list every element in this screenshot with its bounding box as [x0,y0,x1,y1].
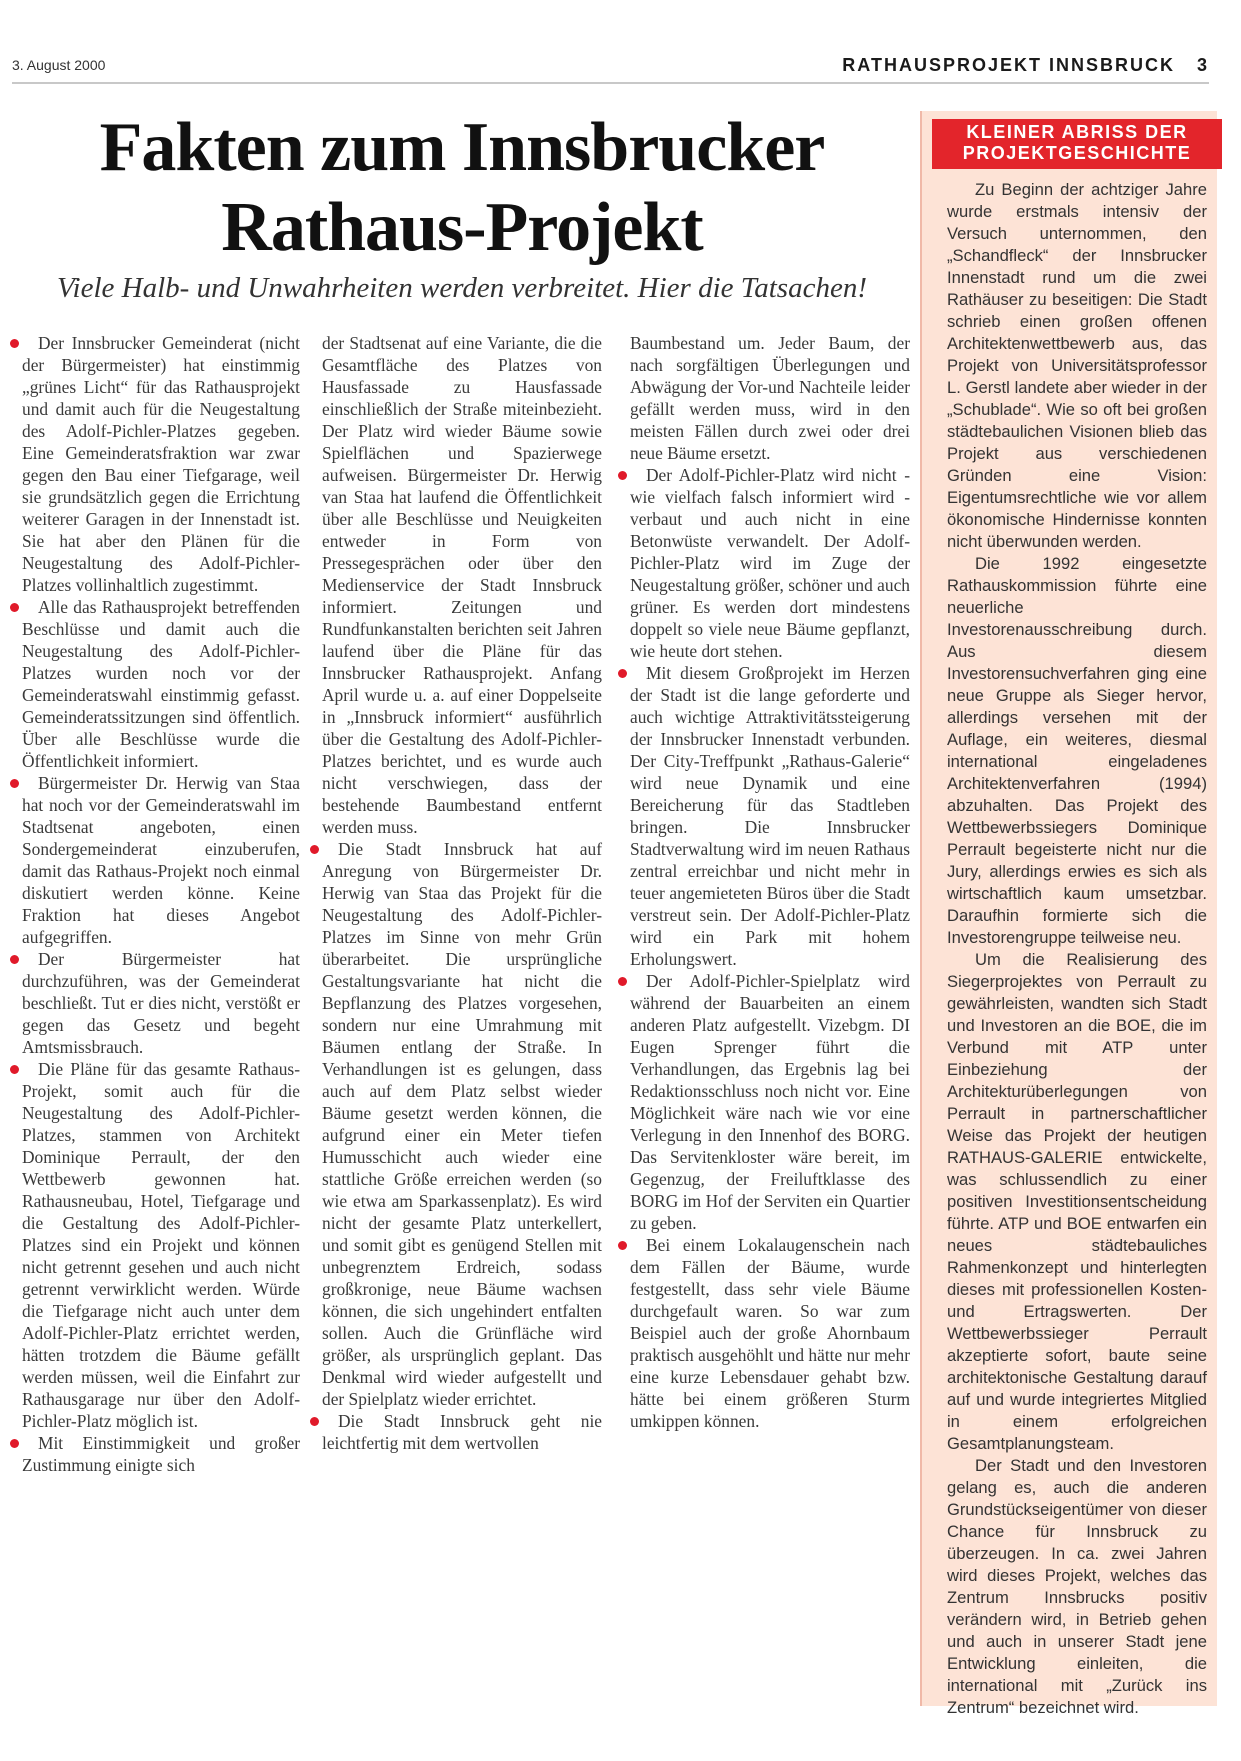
headline-line-2: Rathaus-Projekt [221,189,703,266]
bullet-paragraph: Der Innsbrucker Gemeinderat (nicht der Bürgermeister) hat einstimmig „grünes Licht“ für das Rathausprojekt und damit auch für die Neugestaltung des Adolf-Pichler-Platzes gegeben. Eine Gemeinderatsfraktion war zwar gegen den Bau einer Tiefgarage, weil sie grundsätzlich gegen die Errichtung weiterer Garagen in der Innenstadt ist. Sie hat aber den Plänen für die Neugestaltung des Adolf-Pichler-Platzes vollinhaltlich zugestimmt. [22,333,300,595]
bullet-paragraph: Alle das Rathausprojekt betreffenden Beschlüsse und damit auch die Neugestaltung des Adolf-Pichler-Platzes wurden noch vor der Gemeinderatswahl einstimmig gefasst. Gemeinderatssitzungen sind öffentlich. Über alle Beschlüsse wurde die Öffentlichkeit informiert. [22,597,300,771]
sidebar-paragraph: Zu Beginn der achtziger Jahre wurde erstmals intensiv der Versuch unternommen, den „Schandfleck“ der Innsbrucker Innenstadt rund um die zwei Rathäuser zu beseitigen: Die Stadt schrieb einen großen offenen Architektenwettbewerb aus, das Projekt von Universitätsprofessor L. Gerstl landete aber wieder in der „Schublade“. Wie so oft bei großen städtebaulichen Visionen blieb das Projekt aus verschiedenen Gründen eine Vision: Eigentumsrechtliche wie vor allem ökonomische Hindernisse konnten nicht überwunden werden. [947,180,1207,551]
bullet-paragraph: Die Stadt Innsbruck hat auf Anregung von Bürgermeister Dr. Herwig van Staa das Projekt für die Neugestaltung des Adolf-Pichler-Platzes im Sinne von mehr Grün überarbeitet. Die ursprüngliche Gestaltungsvariante hat nicht die Bepflanzung des Platzes vorgesehen, sondern nur eine Umrahmung mit Bäumen entlang der Straße. In Verhandlungen ist es gelungen, dass auch auf dem Platz selbst wieder Bäume gesetzt werden können, die aufgrund einer ein Meter tiefen Humusschicht auch wieder eine stattliche Größe erreichen werden (so wie etwa am Sparkassenplatz). Es wird nicht der gesamte Platz unterkellert, und somit gibt es genügend Stellen mit unbegrenztem Erdreich, sodass großkronige, neue Bäume wachsen können, die sich ungehindert entfalten sollen. Auch die Grünfläche wird größer, als ursprünglich geplant. Das Denkmal wird wieder aufgestellt und der Spielplatz wieder errichtet. [322,839,602,1409]
bullet-paragraph: Mit Einstimmigkeit und großer Zustimmung einigte sich [22,1433,300,1475]
sidebar-paragraph: Der Stadt und den Investoren gelang es, auch die anderen Grundstückseigentümer von dieser Chance für Innsbruck zu überzeugen. In ca. zwei Jahren wird dieses Projekt, welches das Zentrum Innsbrucks positiv verändern wird, in Betrieb gehen und auch in unserer Stadt jene Entwicklung einleiten, die international mit „Zurück ins Zentrum“ bezeichnet wird. [947,1456,1207,1717]
sidebar-title [932,119,1222,169]
bullet-paragraph: Der Adolf-Pichler-Platz wird nicht - wie vielfach falsch informiert wird - verbaut und auch nicht in eine Betonwüste verwandelt. Der Adolf-Pichler-Platz wird im Zuge der Neugestaltung größer, schöner und auch grüner. Es werden dort mindestens doppelt so viele neue Bäume gepflanzt, wie heute dort stehen. [630,465,910,661]
sidebar-title-line-2: PROJEKTGESCHICHTE [962,143,1192,163]
article-column-1 [22,332,300,1476]
bullet-paragraph: Mit diesem Großprojekt im Herzen der Stadt ist die lange geforderte und auch wichtige Attraktivitätssteigerung der Innsbrucker Innenstadt verbunden. Der City-Treffpunkt „Rathaus-Galerie“ wird neue Dynamik und eine Bereicherung für das Stadtleben bringen. Die Innsbrucker Stadtverwaltung wird im neuen Rathaus zentral erreichbar und nicht mehr in teuer angemieteten Büros über die Stadt verstreut sein. Der Adolf-Pichler-Platz wird ein Park mit hohem Erholungswert. [630,663,910,969]
bullet-paragraph: Bürgermeister Dr. Herwig van Staa hat noch vor der Gemeinderatswahl im Stadtsenat angeboten, einen Sondergemeinderat einzuberufen, damit das Rathaus-Projekt noch einmal diskutiert werden könne. Keine Fraktion hat dieses Angebot aufgegriffen. [22,773,300,947]
section-title: RATHAUSPROJEKT INNSBRUCK [842,55,1175,75]
headline [12,108,912,268]
bullet-paragraph: Der Bürgermeister hat durchzuführen, was der Gemeinderat beschließt. Tut er dies nicht, verstößt er gegen das Gesetz und begeht Amtsmissbrauch. [22,949,300,1057]
page-number: 3 [1196,55,1209,75]
sidebar-title-line-1: KLEINER ABRISS DER [966,122,1188,142]
running-header [842,55,1209,76]
bullet-paragraph: Bei einem Lokalaugenschein nach dem Fällen der Bäume, wurde festgestellt, dass sehr viele Bäume durchgefault waren. So war zum Beispiel auch der große Ahornbaum praktisch ausgehöhlt und hätte nur mehr eine kurze Lebensdauer gehabt bzw. hätte bei einem größeren Sturm umkippen können. [630,1235,910,1431]
headline-line-1: Fakten zum Innsbrucker [99,109,825,186]
history-sidebar [920,111,1217,1717]
article-column-3 [630,332,910,1432]
article-column-2 [322,332,602,1454]
sidebar-paragraph: Um die Realisierung des Siegerprojektes von Perrault zu gewährleisten, wandten sich Stadt und Investoren an die BOE, die im Verbund mit ATP unter Einbeziehung der Architekturüberlegungen von Perrault in partnerschaftlicher Weise das Projekt der heutigen RATHAUS-GALERIE entwickelte, was schlussendlich zu einer positiven Investitionsentscheidung führte. ATP und BOE entwarfen ein neues städtebauliches Rahmenkonzept und hinterlegten dieses mit professionellen Kosten- und Ertragswerten. Der Wettbewerbssieger Perrault akzeptierte sofort, baute seine architektonische Gestaltung darauf auf und wurde integriertes Mitglied in einem erfolgreichen Gesamtplanungsteam. [947,950,1207,1453]
continued-paragraph: Baumbestand um. Jeder Baum, der nach sorgfältigen Überlegungen und Abwägung der Vor-und Nachteile leider gefällt werden muss, wird in den meisten Fällen durch zwei oder drei neue Bäume ersetzt. [630,333,910,463]
header-rule [12,82,1209,84]
bullet-paragraph: Die Stadt Innsbruck geht nie leichtfertig mit dem wertvollen [322,1411,602,1453]
continued-paragraph: der Stadtsenat auf eine Variante, die die Gesamtfläche des Platzes von Hausfassade zu Hausfassade einschließlich der Straße miteinbezieht. Der Platz wird wieder Bäume sowie Spielflächen und Spazierwege aufweisen. Bürgermeister Dr. Herwig van Staa hat laufend die Öffentlichkeit über alle Beschlüsse und Neuigkeiten entweder in Form von Pressegesprächen oder über den Medienservice der Stadt Innsbruck informiert. Zeitungen und Rundfunkanstalten berichten seit Jahren laufend über die Pläne für das Innsbrucker Rathausprojekt. Anfang April wurde u. a. auf einer Doppelseite in „Innsbruck informiert“ ausführlich über die Gestaltung des Adolf-Pichler-Platzes berichtet, und es wurde auch nicht verschwiegen, dass der bestehende Baumbestand entfernt werden muss. [322,333,602,837]
sidebar-paragraph: Die 1992 eingesetzte Rathauskommission führte eine neuerliche Investorenausschreibung durch. Aus diesem Investorensuchverfahren ging eine neue Gruppe als Sieger hervor, allerdings versehen mit der Auflage, ein weiteres, diesmal international eingeladenes Architektenverfahren (1994) abzuhalten. Das Projekt des Wettbewerbssiegers Dominique Perrault begeisterte nicht nur die Jury, allerdings erwies es sich als wirtschaftlich kaum umsetzbar. Daraufhin formierte sich die Investorengruppe teilweise neu. [947,554,1207,947]
bullet-paragraph: Der Adolf-Pichler-Spielplatz wird während der Bauarbeiten an einem anderen Platz aufgestellt. Vizebgm. DI Eugen Sprenger führt die Verhandlungen, das Ergebnis lag bei Redaktionsschluss noch nicht vor. Eine Möglichkeit wäre nach wie vor eine Verlegung in den Innenhof des BORG. Das Servitenkloster wäre bereit, im Gegenzug, der Freiluftklasse des BORG im Hof der Serviten ein Quartier zu geben. [630,971,910,1233]
bullet-paragraph: Die Pläne für das gesamte Rathaus-Projekt, somit auch für die Neugestaltung des Adolf-Pichler-Platzes, stammen von Architekt Dominique Perrault, der den Wettbewerb gewonnen hat. Rathausneubau, Hotel, Tiefgarage und die Gestaltung des Adolf-Pichler-Platzes sind ein Projekt und können nicht getrennt gesehen und auch nicht getrennt verwirklicht werden. Würde die Tiefgarage nicht auch unter dem Adolf-Pichler-Platz errichtet werden, hätten trotzdem die Bäume gefällt werden müssen, weil die Einfahrt zur Rathausgarage nur über den Adolf-Pichler-Platz möglich ist. [22,1059,300,1431]
issue-date: 3. August 2000 [12,57,106,73]
sidebar-body [947,179,1207,1719]
subheadline: Viele Halb- und Unwahrheiten werden verbreitet. Hier die Tatsachen! [57,272,867,304]
